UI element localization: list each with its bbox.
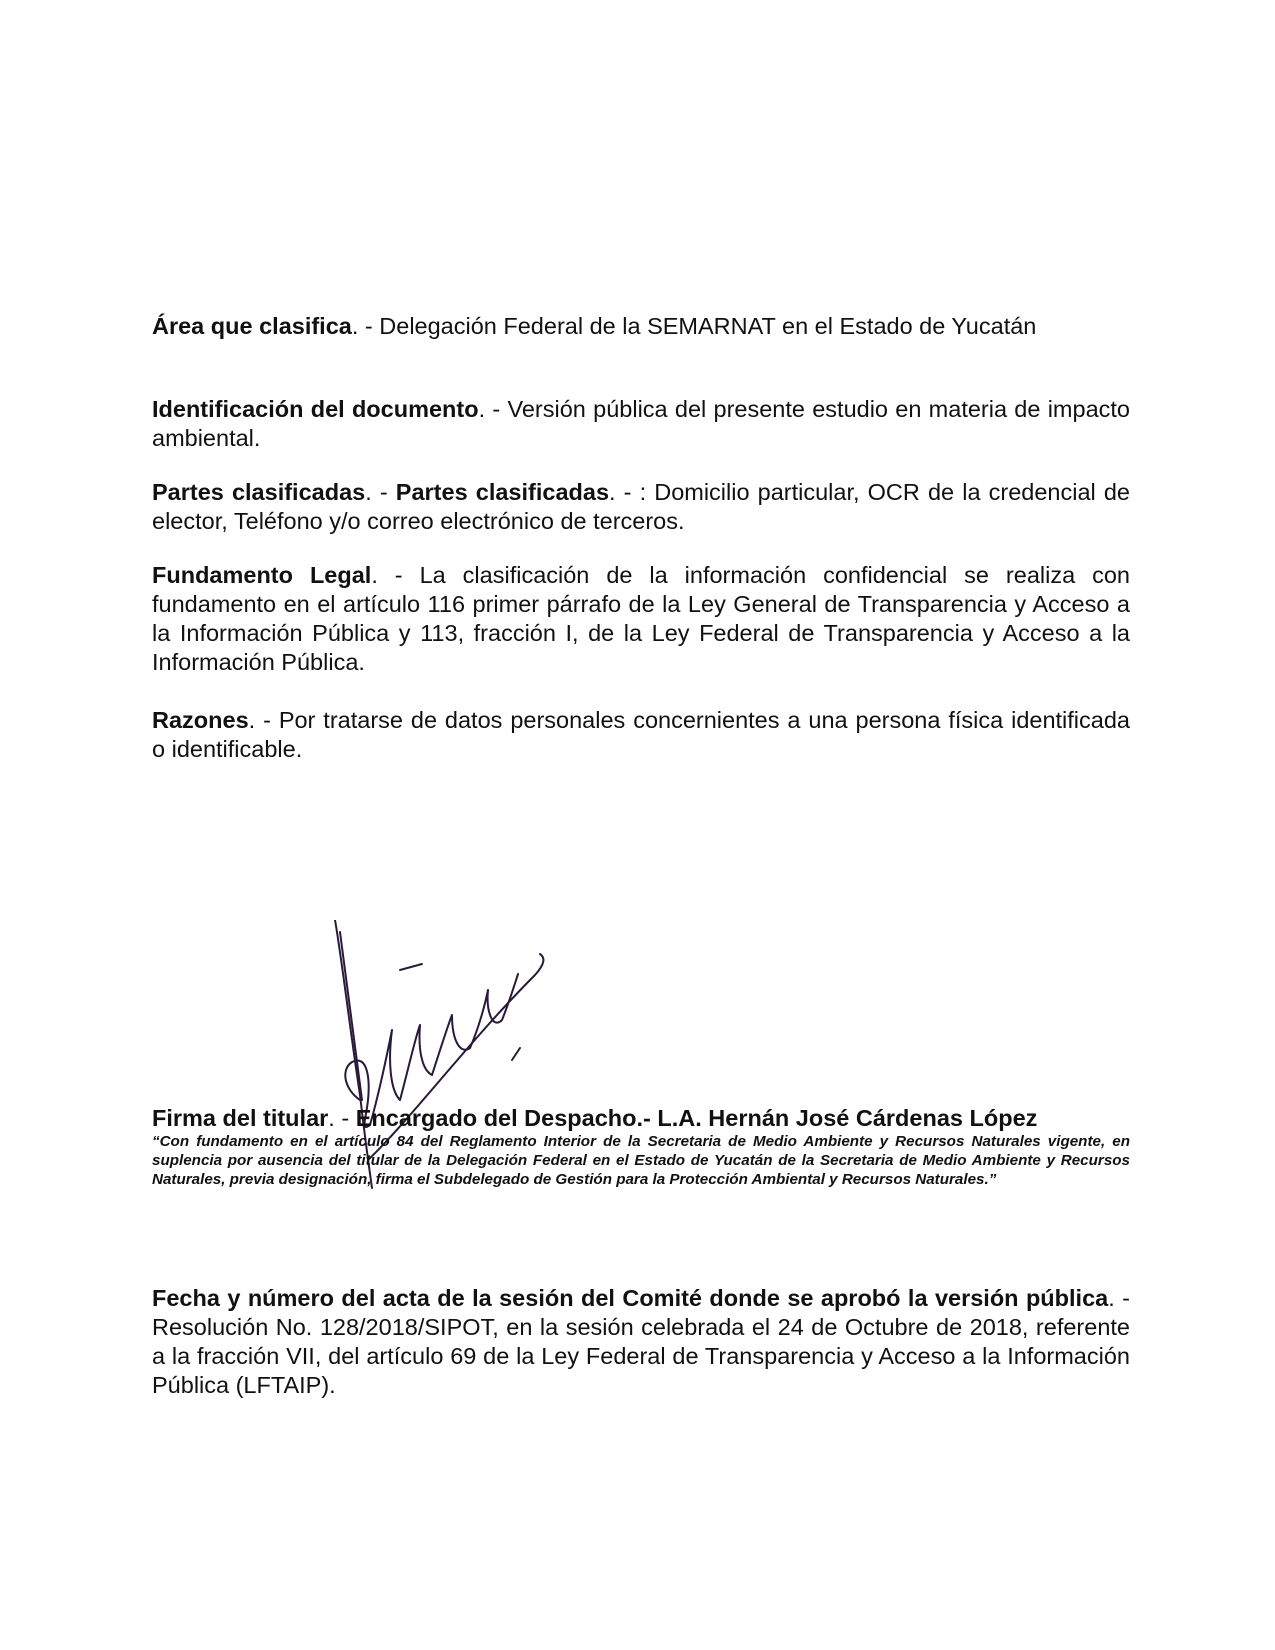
area-clasifica-text: . - Delegación Federal de la SEMARNAT en el Estado de Yucatán — [351, 313, 1037, 339]
partes-text: . - : Domicilio particular, OCR de la credencial de elector, Teléfono y/o correo electrónico de terceros. — [152, 479, 1130, 534]
razones-text: . - Por tratarse de datos personales concernientes a una persona física identificada o identificable. — [152, 707, 1130, 762]
firma-text: Encargado del Despacho.- L.A. Hernán José Cárdenas López — [355, 1105, 1038, 1131]
fecha-acta — [152, 1284, 1130, 1400]
razones-label: Razones — [152, 707, 249, 733]
firma-titular — [152, 1104, 1130, 1132]
firma-label: Firma del titular — [152, 1105, 329, 1131]
identificacion-label: Identificación del documento — [152, 396, 479, 422]
fecha-text: . - Resolución No. 128/2018/SIPOT, en la sesión celebrada el 24 de Octubre de 2018, referente a la fracción VII, del artículo 69 de la Ley Federal de Transparencia y Acceso a la Información Pública (LFTAIP). — [152, 1285, 1130, 1398]
razones — [152, 706, 1130, 764]
partes-label-2: Partes clasificadas — [395, 479, 610, 505]
suplencia-note: “Con fundamento en el artículo 84 del Reglamento Interior de la Secretaria de Medio Ambiente y Recursos Naturales vigente, en suplencia por ausencia del titular de la Delegación Federal en el Estado de Yucatán de la Secretaria de Medio Ambiente y Recursos Naturales, previa designación, firma el Subdelegado de Gestión para la Protección Ambiental y Recursos Naturales.” — [152, 1133, 1130, 1188]
partes-label-1: Partes clasificadas — [152, 479, 366, 505]
fecha-label: Fecha y número del acta de la sesión del Comité donde se aprobó la versión pública — [152, 1285, 1109, 1311]
area-clasifica — [152, 312, 1130, 341]
fundamento-text: . - La clasificación de la información confidencial se realiza con fundamento en el artículo 116 primer párrafo de la Ley General de Transparencia y Acceso a la Información Pública y 113, fracción I, de la Ley Federal de Transparencia y Acceso a la Información Pública. — [152, 562, 1130, 675]
partes-clasificadas — [152, 478, 1130, 536]
area-clasifica-label: Área que clasifica — [152, 313, 352, 339]
firma-separator: . - — [328, 1105, 356, 1131]
fundamento-label: Fundamento Legal — [152, 562, 372, 588]
identificacion-text: . - Versión pública del presente estudio en materia de impacto ambiental. — [152, 396, 1130, 451]
partes-separator: . - — [365, 479, 396, 505]
fundamento-legal — [152, 561, 1130, 677]
identificacion-documento — [152, 395, 1130, 453]
